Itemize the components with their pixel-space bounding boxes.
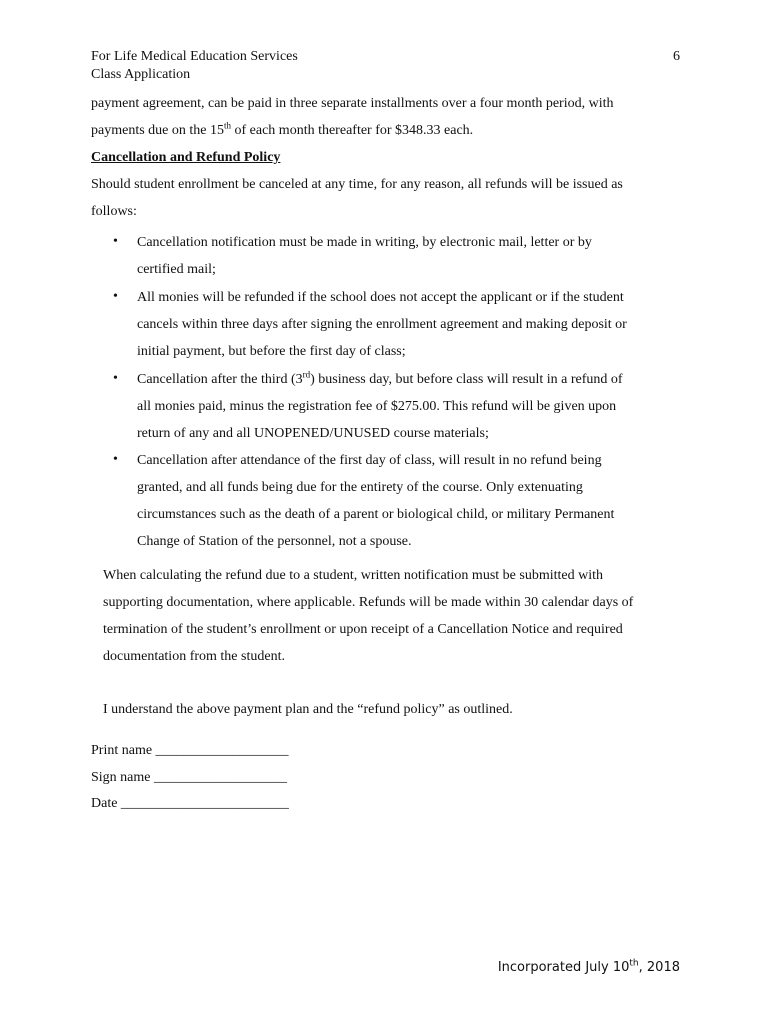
- bullet-4-line-3: circumstances such as the death of a parent or biological child, or military Permanent: [137, 507, 615, 522]
- page-number: 6: [673, 49, 680, 64]
- refund-paragraph-line-3: termination of the student’s enrollment or upon receipt of a Cancellation Notice and required: [103, 622, 623, 637]
- refund-paragraph-line-4: documentation from the student.: [103, 649, 285, 664]
- bullet-2-line-2: cancels within three days after signing the enrollment agreement and making deposit or: [137, 317, 627, 332]
- policy-lead-line-2: follows:: [91, 204, 137, 219]
- bullet-3-line-1: Cancellation after the third (3rd) business day, but before class will result in a refund of: [137, 369, 623, 387]
- bullet-icon: •: [113, 234, 118, 249]
- print-name-field[interactable]: Print name ___________________: [91, 743, 289, 758]
- date-field[interactable]: Date ________________________: [91, 796, 289, 811]
- intro-line-1: payment agreement, can be paid in three separate installments over a four month period, with: [91, 96, 614, 111]
- policy-heading: Cancellation and Refund Policy: [91, 150, 281, 165]
- refund-paragraph-line-2: supporting documentation, where applicable. Refunds will be made within 30 calendar days of: [103, 595, 634, 610]
- bullet-icon: •: [113, 452, 118, 467]
- intro-line-2: payments due on the 15th of each month thereafter for $348.33 each.: [91, 120, 474, 138]
- bullet-3-line-3: return of any and all UNOPENED/UNUSED course materials;: [137, 426, 489, 441]
- bullet-icon: •: [113, 289, 118, 304]
- sign-name-field[interactable]: Sign name ___________________: [91, 770, 287, 785]
- policy-lead-line-1: Should student enrollment be canceled at any time, for any reason, all refunds will be issued as: [91, 177, 623, 192]
- refund-paragraph-line-1: When calculating the refund due to a student, written notification must be submitted with: [103, 568, 603, 583]
- acknowledgement-statement: I understand the above payment plan and the “refund policy” as outlined.: [103, 702, 513, 717]
- bullet-4-line-4: Change of Station of the personnel, not a spouse.: [137, 534, 412, 549]
- bullet-3-line-2: all monies paid, minus the registration fee of $275.00. This refund will be given upon: [137, 399, 617, 414]
- footer-incorporation-date: Incorporated July 10th, 2018: [497, 958, 680, 975]
- bullet-2-line-1: All monies will be refunded if the school does not accept the applicant or if the student: [137, 290, 624, 305]
- header-document-title: Class Application: [91, 67, 191, 82]
- bullet-4-line-2: granted, and all funds being due for the entirety of the course. Only extenuating: [137, 480, 583, 495]
- header-organization: For Life Medical Education Services: [91, 49, 298, 64]
- bullet-1-line-1: Cancellation notification must be made in writing, by electronic mail, letter or by: [137, 235, 592, 250]
- bullet-2-line-3: initial payment, but before the first day of class;: [137, 344, 406, 359]
- bullet-icon: •: [113, 371, 118, 386]
- bullet-4-line-1: Cancellation after attendance of the first day of class, will result in no refund being: [137, 453, 602, 468]
- bullet-1-line-2: certified mail;: [137, 262, 216, 277]
